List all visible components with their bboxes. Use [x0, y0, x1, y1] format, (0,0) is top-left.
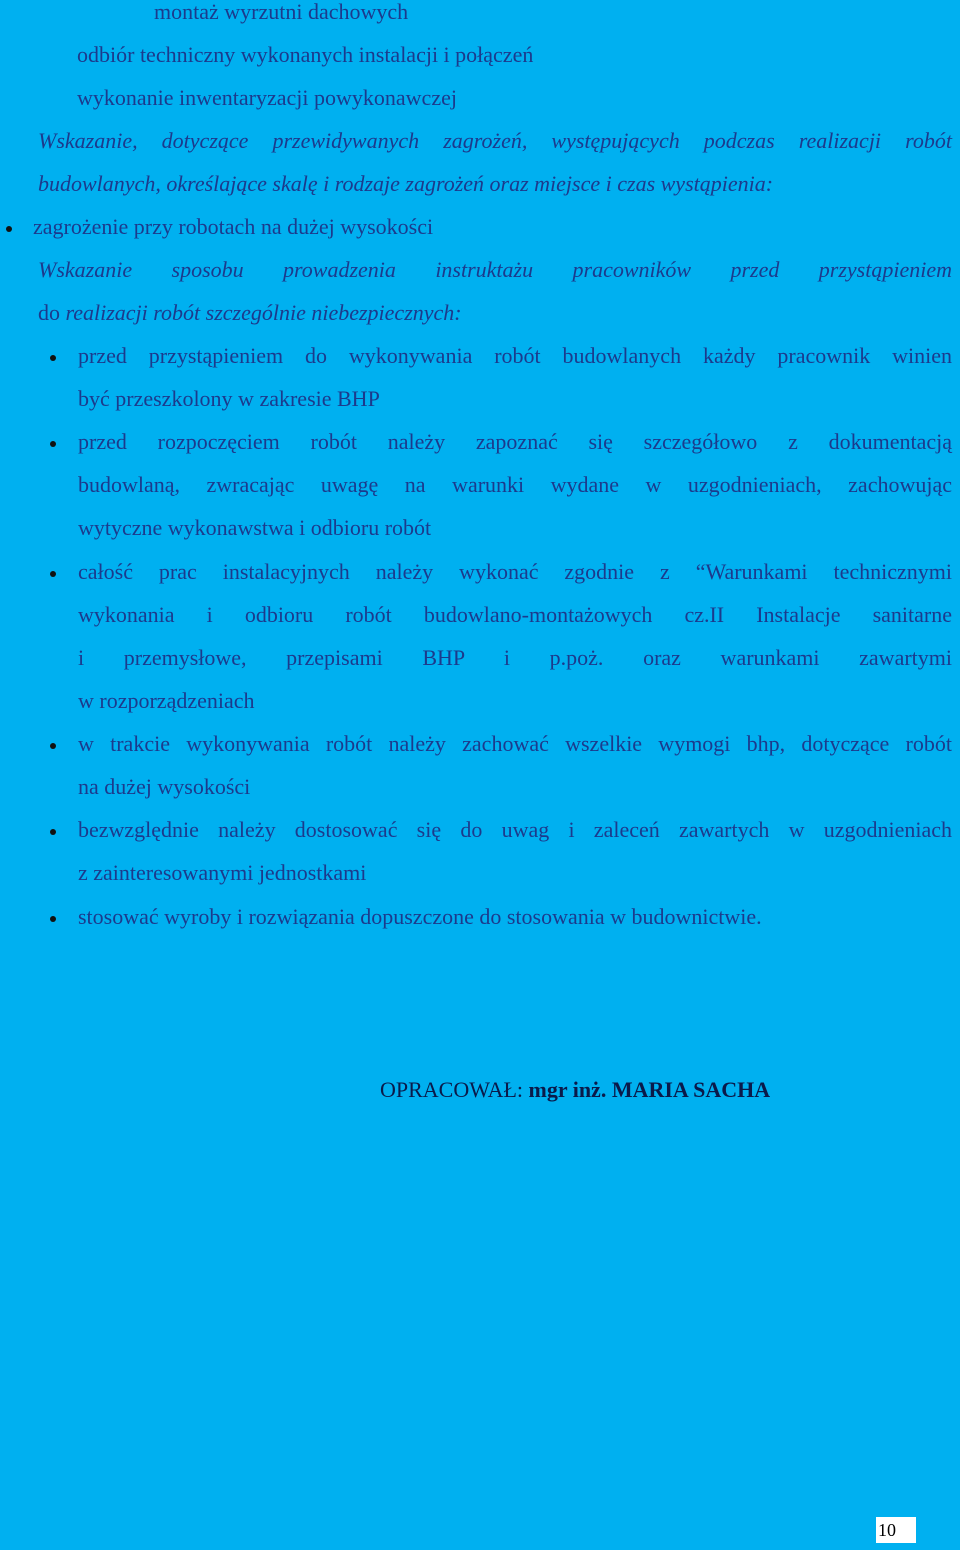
bullet-icon: [50, 441, 56, 447]
list-item: wykonania i odbioru robót budowlano-montażowych cz.II Instalacje sanitarne: [78, 602, 952, 627]
bullet-icon: [6, 226, 12, 232]
list-item: w trakcie wykonywania robót należy zachować wszelkie wymogi bhp, dotyczące robót: [78, 731, 952, 756]
page-number: 10: [876, 1517, 916, 1543]
text-line: montaż wyrzutni dachowych: [154, 0, 409, 24]
heading-prefix: do: [38, 300, 60, 325]
list-item: być przeszkolony w zakresie BHP: [78, 386, 380, 411]
list-item: w rozporządzeniach: [78, 688, 255, 713]
list-item: stosować wyroby i rozwiązania dopuszczone do stosowania w budownictwie.: [78, 904, 762, 929]
list-item: z zainteresowanymi jednostkami: [78, 860, 367, 885]
list-item: i przemysłowe, przepisami BHP i p.poż. oraz warunkami zawartymi: [78, 645, 952, 670]
heading-rest: realizacji robót szczególnie niebezpiecznych:: [65, 300, 462, 325]
list-item: całość prac instalacyjnych należy wykonać zgodnie z “Warunkami technicznymi: [78, 559, 952, 584]
signature: [380, 1075, 770, 1105]
list-item: przed rozpoczęciem robót należy zapoznać się szczegółowo z dokumentacją: [78, 429, 952, 454]
text-line: wykonanie inwentaryzacji powykonawczej: [77, 85, 457, 110]
list-item: bezwzględnie należy dostosować się do uwag i zaleceń zawartych w uzgodnieniach: [78, 817, 952, 842]
section-heading: Wskazanie, dotyczące przewidywanych zagrożeń, występujących podczas realizacji robót: [38, 128, 952, 153]
list-item: zagrożenie przy robotach na dużej wysokości: [33, 214, 434, 239]
section-heading: budowlanych, określające skalę i rodzaje zagrożeń oraz miejsce i czas wystąpienia:: [38, 171, 774, 196]
list-item: przed przystąpieniem do wykonywania robót budowlanych każdy pracownik winien: [78, 343, 952, 368]
list-item: na dużej wysokości: [78, 774, 251, 799]
list-item: budowlaną, zwracając uwagę na warunki wydane w uzgodnieniach, zachowując: [78, 472, 952, 497]
text-line: odbiór techniczny wykonanych instalacji i połączeń: [77, 42, 534, 67]
bullet-icon: [50, 916, 56, 922]
bullet-icon: [50, 355, 56, 361]
list-item: wytyczne wykonawstwa i odbioru robót: [78, 515, 432, 540]
signature-label: OPRACOWAŁ:: [380, 1077, 524, 1102]
section-heading: Wskazanie sposobu prowadzenia instruktażu pracowników przed przystąpieniem: [38, 257, 952, 282]
bullet-icon: [50, 743, 56, 749]
bullet-icon: [50, 571, 56, 577]
section-heading: [38, 298, 462, 328]
bullet-icon: [50, 829, 56, 835]
signature-name: mgr inż. MARIA SACHA: [528, 1077, 771, 1102]
